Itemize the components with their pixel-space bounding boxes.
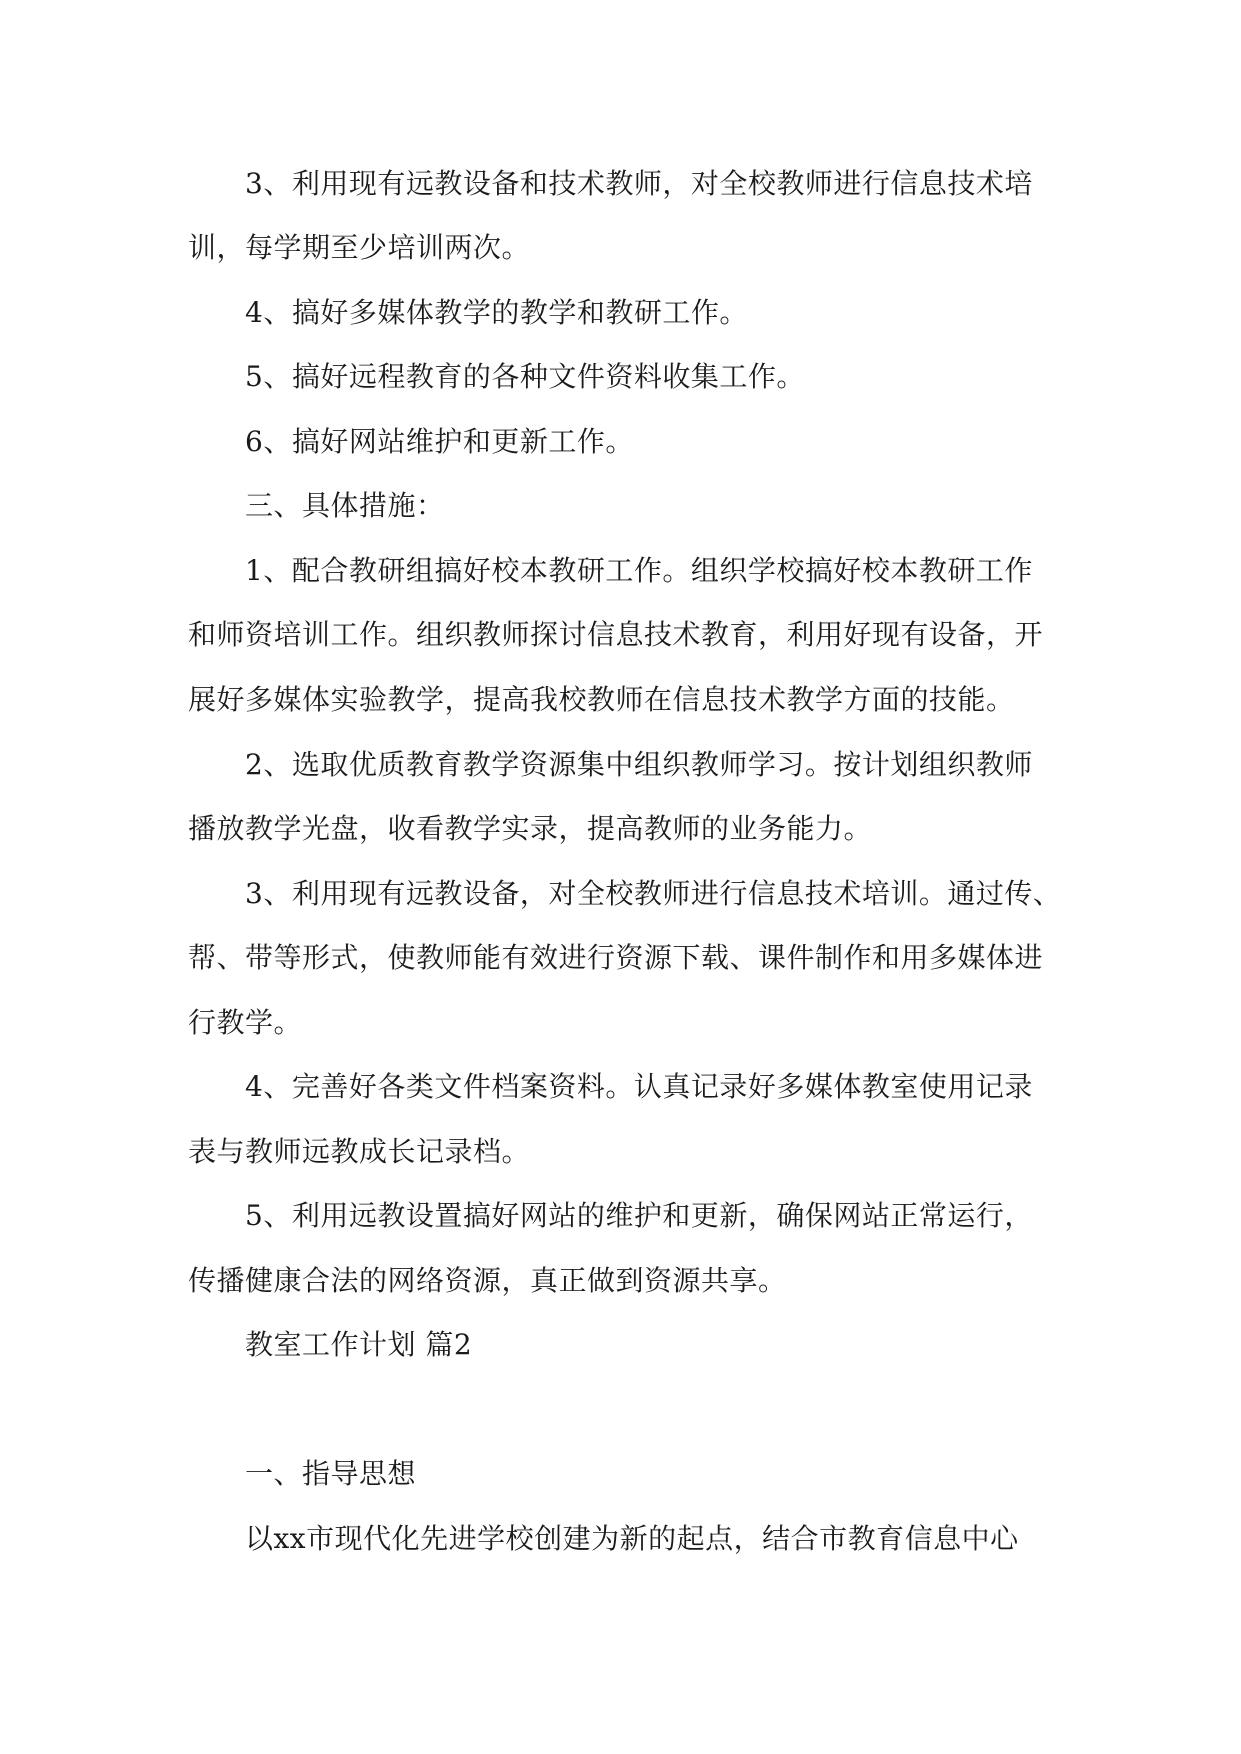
paragraph-line: 3、利用现有远教设备和技术教师，对全校教师进行信息技术培: [245, 167, 1033, 200]
paragraph-line: 4、完善好各类文件档案资料。认真记录好多媒体教室使用记录: [245, 1070, 1033, 1103]
paragraph-line: 3、利用现有远教设备，对全校教师进行信息技术培训。通过传、: [245, 877, 1062, 910]
paragraph-line: 以xx市现代化先进学校创建为新的起点，结合市教育信息中心: [245, 1522, 1019, 1555]
paragraph-line: 4、搞好多媒体教学的教学和教研工作。: [245, 296, 748, 329]
paragraph-line: 5、利用远教设置搞好网站的维护和更新，确保网站正常运行，: [245, 1199, 1033, 1232]
paragraph-line: 1、配合教研组搞好校本教研工作。组织学校搞好校本教研工作: [245, 554, 1033, 587]
paragraph-line: 和师资培训工作。组织教师探讨信息技术教育，利用好现有设备，开: [188, 618, 1044, 651]
paragraph-line: 2、选取优质教育教学资源集中组织教师学习。按计划组织教师: [245, 748, 1033, 781]
paragraph-line: 传播健康合法的网络资源，真正做到资源共享。: [188, 1264, 787, 1297]
paragraph-line: 6、搞好网站维护和更新工作。: [245, 425, 634, 458]
section-heading: 三、具体措施：: [245, 489, 445, 522]
paragraph-line: 展好多媒体实验教学，提高我校教师在信息技术教学方面的技能。: [188, 683, 1015, 716]
paragraph-line: 训，每学期至少培训两次。: [188, 231, 531, 264]
plan-title: 教室工作计划 篇2: [245, 1328, 473, 1361]
paragraph-line: 播放教学光盘，收看教学实录，提高教师的业务能力。: [188, 812, 873, 845]
paragraph-line: 表与教师远教成长记录档。: [188, 1135, 531, 1168]
paragraph-line: 帮、带等形式，使教师能有效进行资源下载、课件制作和用多媒体进: [188, 941, 1044, 974]
section-heading: 一、指导思想: [245, 1457, 417, 1490]
paragraph-line: 行教学。: [188, 1006, 303, 1039]
paragraph-line: 5、搞好远程教育的各种文件资料收集工作。: [245, 360, 805, 393]
